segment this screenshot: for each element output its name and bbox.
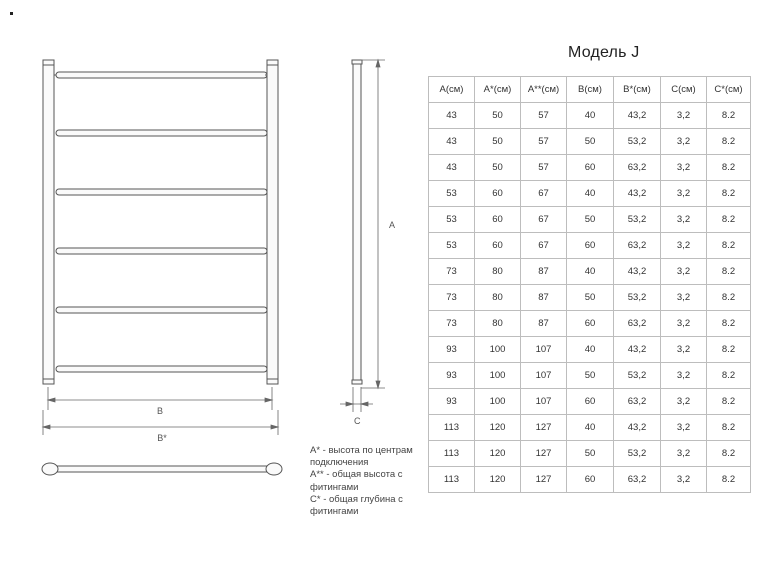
table-cell: 43 (429, 129, 475, 155)
table-cell: 40 (567, 337, 614, 363)
table-cell: 53 (429, 207, 475, 233)
table-cell: 8.2 (707, 181, 751, 207)
table-cell: 43 (429, 103, 475, 129)
rung-4 (56, 248, 267, 254)
table-cell: 60 (475, 207, 521, 233)
table-cell: 67 (521, 181, 567, 207)
rung-6 (56, 366, 267, 372)
legend-line: C* - общая глубина с (310, 493, 403, 505)
dim-a-label: A (389, 220, 396, 230)
rung-3 (56, 189, 267, 195)
right-post-cap-bottom (267, 379, 278, 384)
table-cell: 73 (429, 311, 475, 337)
table-cell: 120 (475, 441, 521, 467)
table-cell: 50 (567, 129, 614, 155)
legend (310, 445, 430, 518)
table-cell: 57 (521, 129, 567, 155)
table-cell: 87 (521, 285, 567, 311)
table-cell: 53 (429, 233, 475, 259)
table-cell: 8.2 (707, 155, 751, 181)
table-cell: 40 (567, 181, 614, 207)
table-cell: 3,2 (661, 181, 707, 207)
table-cell: 50 (475, 103, 521, 129)
table-cell: 57 (521, 103, 567, 129)
table-cell: 73 (429, 285, 475, 311)
table-cell: 60 (567, 233, 614, 259)
table-cell: 53,2 (614, 207, 661, 233)
table-header-cell: B*(см) (614, 77, 661, 103)
table-cell: 8.2 (707, 285, 751, 311)
table-cell: 8.2 (707, 441, 751, 467)
table-cell: 80 (475, 311, 521, 337)
table-cell: 53,2 (614, 441, 661, 467)
table-cell: 53,2 (614, 285, 661, 311)
table-cell: 3,2 (661, 233, 707, 259)
table-cell: 40 (567, 415, 614, 441)
legend-line: A* - высота по центрам (310, 445, 413, 456)
table-row (429, 259, 751, 285)
table-cell: 43,2 (614, 337, 661, 363)
table-cell: 3,2 (661, 415, 707, 441)
legend-line: фитингами (310, 506, 359, 518)
table-cell: 8.2 (707, 259, 751, 285)
table-cell: 60 (567, 311, 614, 337)
table-cell: 120 (475, 415, 521, 441)
table-cell: 100 (475, 389, 521, 415)
table-row (429, 103, 751, 129)
table-cell: 8.2 (707, 415, 751, 441)
table-cell: 127 (521, 415, 567, 441)
table-cell: 43 (429, 155, 475, 181)
table-header-row (429, 77, 751, 103)
table-row (429, 337, 751, 363)
dim-c-label: C (354, 416, 361, 426)
dim-b-star-label: B* (157, 433, 167, 443)
table-cell: 3,2 (661, 129, 707, 155)
left-post-cap-top (43, 60, 54, 65)
table-cell: 107 (521, 389, 567, 415)
table-cell: 8.2 (707, 103, 751, 129)
table-cell: 3,2 (661, 259, 707, 285)
table-cell: 100 (475, 363, 521, 389)
table-cell: 8.2 (707, 207, 751, 233)
table-cell: 67 (521, 233, 567, 259)
table-header-cell: A*(см) (475, 77, 521, 103)
table-cell: 67 (521, 207, 567, 233)
table-cell: 60 (567, 389, 614, 415)
table-cell: 113 (429, 415, 475, 441)
table-cell: 40 (567, 259, 614, 285)
table-cell: 80 (475, 259, 521, 285)
table-cell: 3,2 (661, 467, 707, 493)
table-cell: 80 (475, 285, 521, 311)
rung-1 (56, 72, 267, 78)
table-cell: 113 (429, 467, 475, 493)
right-post-cap-top (267, 60, 278, 65)
left-post (43, 63, 54, 381)
dimension-c (340, 387, 373, 412)
table-cell: 57 (521, 155, 567, 181)
table-cell: 40 (567, 103, 614, 129)
table-cell: 8.2 (707, 233, 751, 259)
specs-table (428, 76, 751, 493)
table-cell: 8.2 (707, 363, 751, 389)
table-cell: 63,2 (614, 233, 661, 259)
table-cell: 93 (429, 363, 475, 389)
table-header-cell: C*(см) (707, 77, 751, 103)
table-cell: 63,2 (614, 389, 661, 415)
table-row (429, 155, 751, 181)
table-cell: 113 (429, 441, 475, 467)
table-cell: 93 (429, 337, 475, 363)
table-cell: 50 (475, 129, 521, 155)
table-row (429, 129, 751, 155)
table-cell: 50 (567, 285, 614, 311)
table-cell: 60 (475, 181, 521, 207)
table-header-cell: B(см) (567, 77, 614, 103)
table-cell: 8.2 (707, 389, 751, 415)
table-cell: 60 (567, 467, 614, 493)
table-cell: 43,2 (614, 415, 661, 441)
table-cell: 87 (521, 311, 567, 337)
table-cell: 73 (429, 259, 475, 285)
table-cell: 3,2 (661, 285, 707, 311)
table-cell: 127 (521, 467, 567, 493)
table-cell: 50 (475, 155, 521, 181)
table-row (429, 389, 751, 415)
table-cell: 127 (521, 441, 567, 467)
table-cell: 50 (567, 363, 614, 389)
table-cell: 87 (521, 259, 567, 285)
table-cell: 3,2 (661, 363, 707, 389)
legend-line: подключения (310, 457, 369, 469)
left-post-cap-bottom (43, 379, 54, 384)
rung-5 (56, 307, 267, 313)
table-cell: 53 (429, 181, 475, 207)
table-row (429, 467, 751, 493)
table-row (429, 233, 751, 259)
table-cell: 43,2 (614, 181, 661, 207)
table-cell: 53,2 (614, 129, 661, 155)
table-cell: 120 (475, 467, 521, 493)
table-row (429, 363, 751, 389)
table-cell: 107 (521, 337, 567, 363)
table-cell: 3,2 (661, 441, 707, 467)
table-body (429, 103, 751, 493)
table-header-cell: C(см) (661, 77, 707, 103)
table-cell: 63,2 (614, 311, 661, 337)
table-row (429, 285, 751, 311)
table-cell: 107 (521, 363, 567, 389)
table-cell: 3,2 (661, 337, 707, 363)
table-cell: 3,2 (661, 311, 707, 337)
table-header-cell: A**(см) (521, 77, 567, 103)
table-cell: 8.2 (707, 467, 751, 493)
table-row (429, 207, 751, 233)
table-cell: 63,2 (614, 155, 661, 181)
table-cell: 100 (475, 337, 521, 363)
table-cell: 8.2 (707, 337, 751, 363)
dim-b-label: B (156, 406, 164, 416)
table-cell: 3,2 (661, 103, 707, 129)
table-cell: 3,2 (661, 389, 707, 415)
table-row (429, 415, 751, 441)
table-cell: 8.2 (707, 129, 751, 155)
rung-2 (56, 130, 267, 136)
table-cell: 3,2 (661, 207, 707, 233)
table-row (429, 181, 751, 207)
table-cell: 60 (475, 233, 521, 259)
table-cell: 93 (429, 389, 475, 415)
top-view (42, 463, 282, 475)
table-row (429, 311, 751, 337)
right-post (267, 63, 278, 381)
table-cell: 53,2 (614, 363, 661, 389)
table-header-cell: A(см) (429, 77, 475, 103)
table-cell: 60 (567, 155, 614, 181)
table-cell: 43,2 (614, 259, 661, 285)
table-row (429, 441, 751, 467)
model-title: Модель J (568, 44, 640, 61)
side-view (352, 60, 362, 384)
legend-line: фитингами (310, 481, 359, 493)
dimension-a (361, 60, 385, 388)
table-cell: 50 (567, 441, 614, 467)
table-cell: 43,2 (614, 103, 661, 129)
front-view (43, 60, 278, 384)
legend-line: A** - общая высота с (310, 469, 403, 481)
table-cell: 3,2 (661, 155, 707, 181)
table-cell: 63,2 (614, 467, 661, 493)
table-cell: 8.2 (707, 311, 751, 337)
table-cell: 50 (567, 207, 614, 233)
